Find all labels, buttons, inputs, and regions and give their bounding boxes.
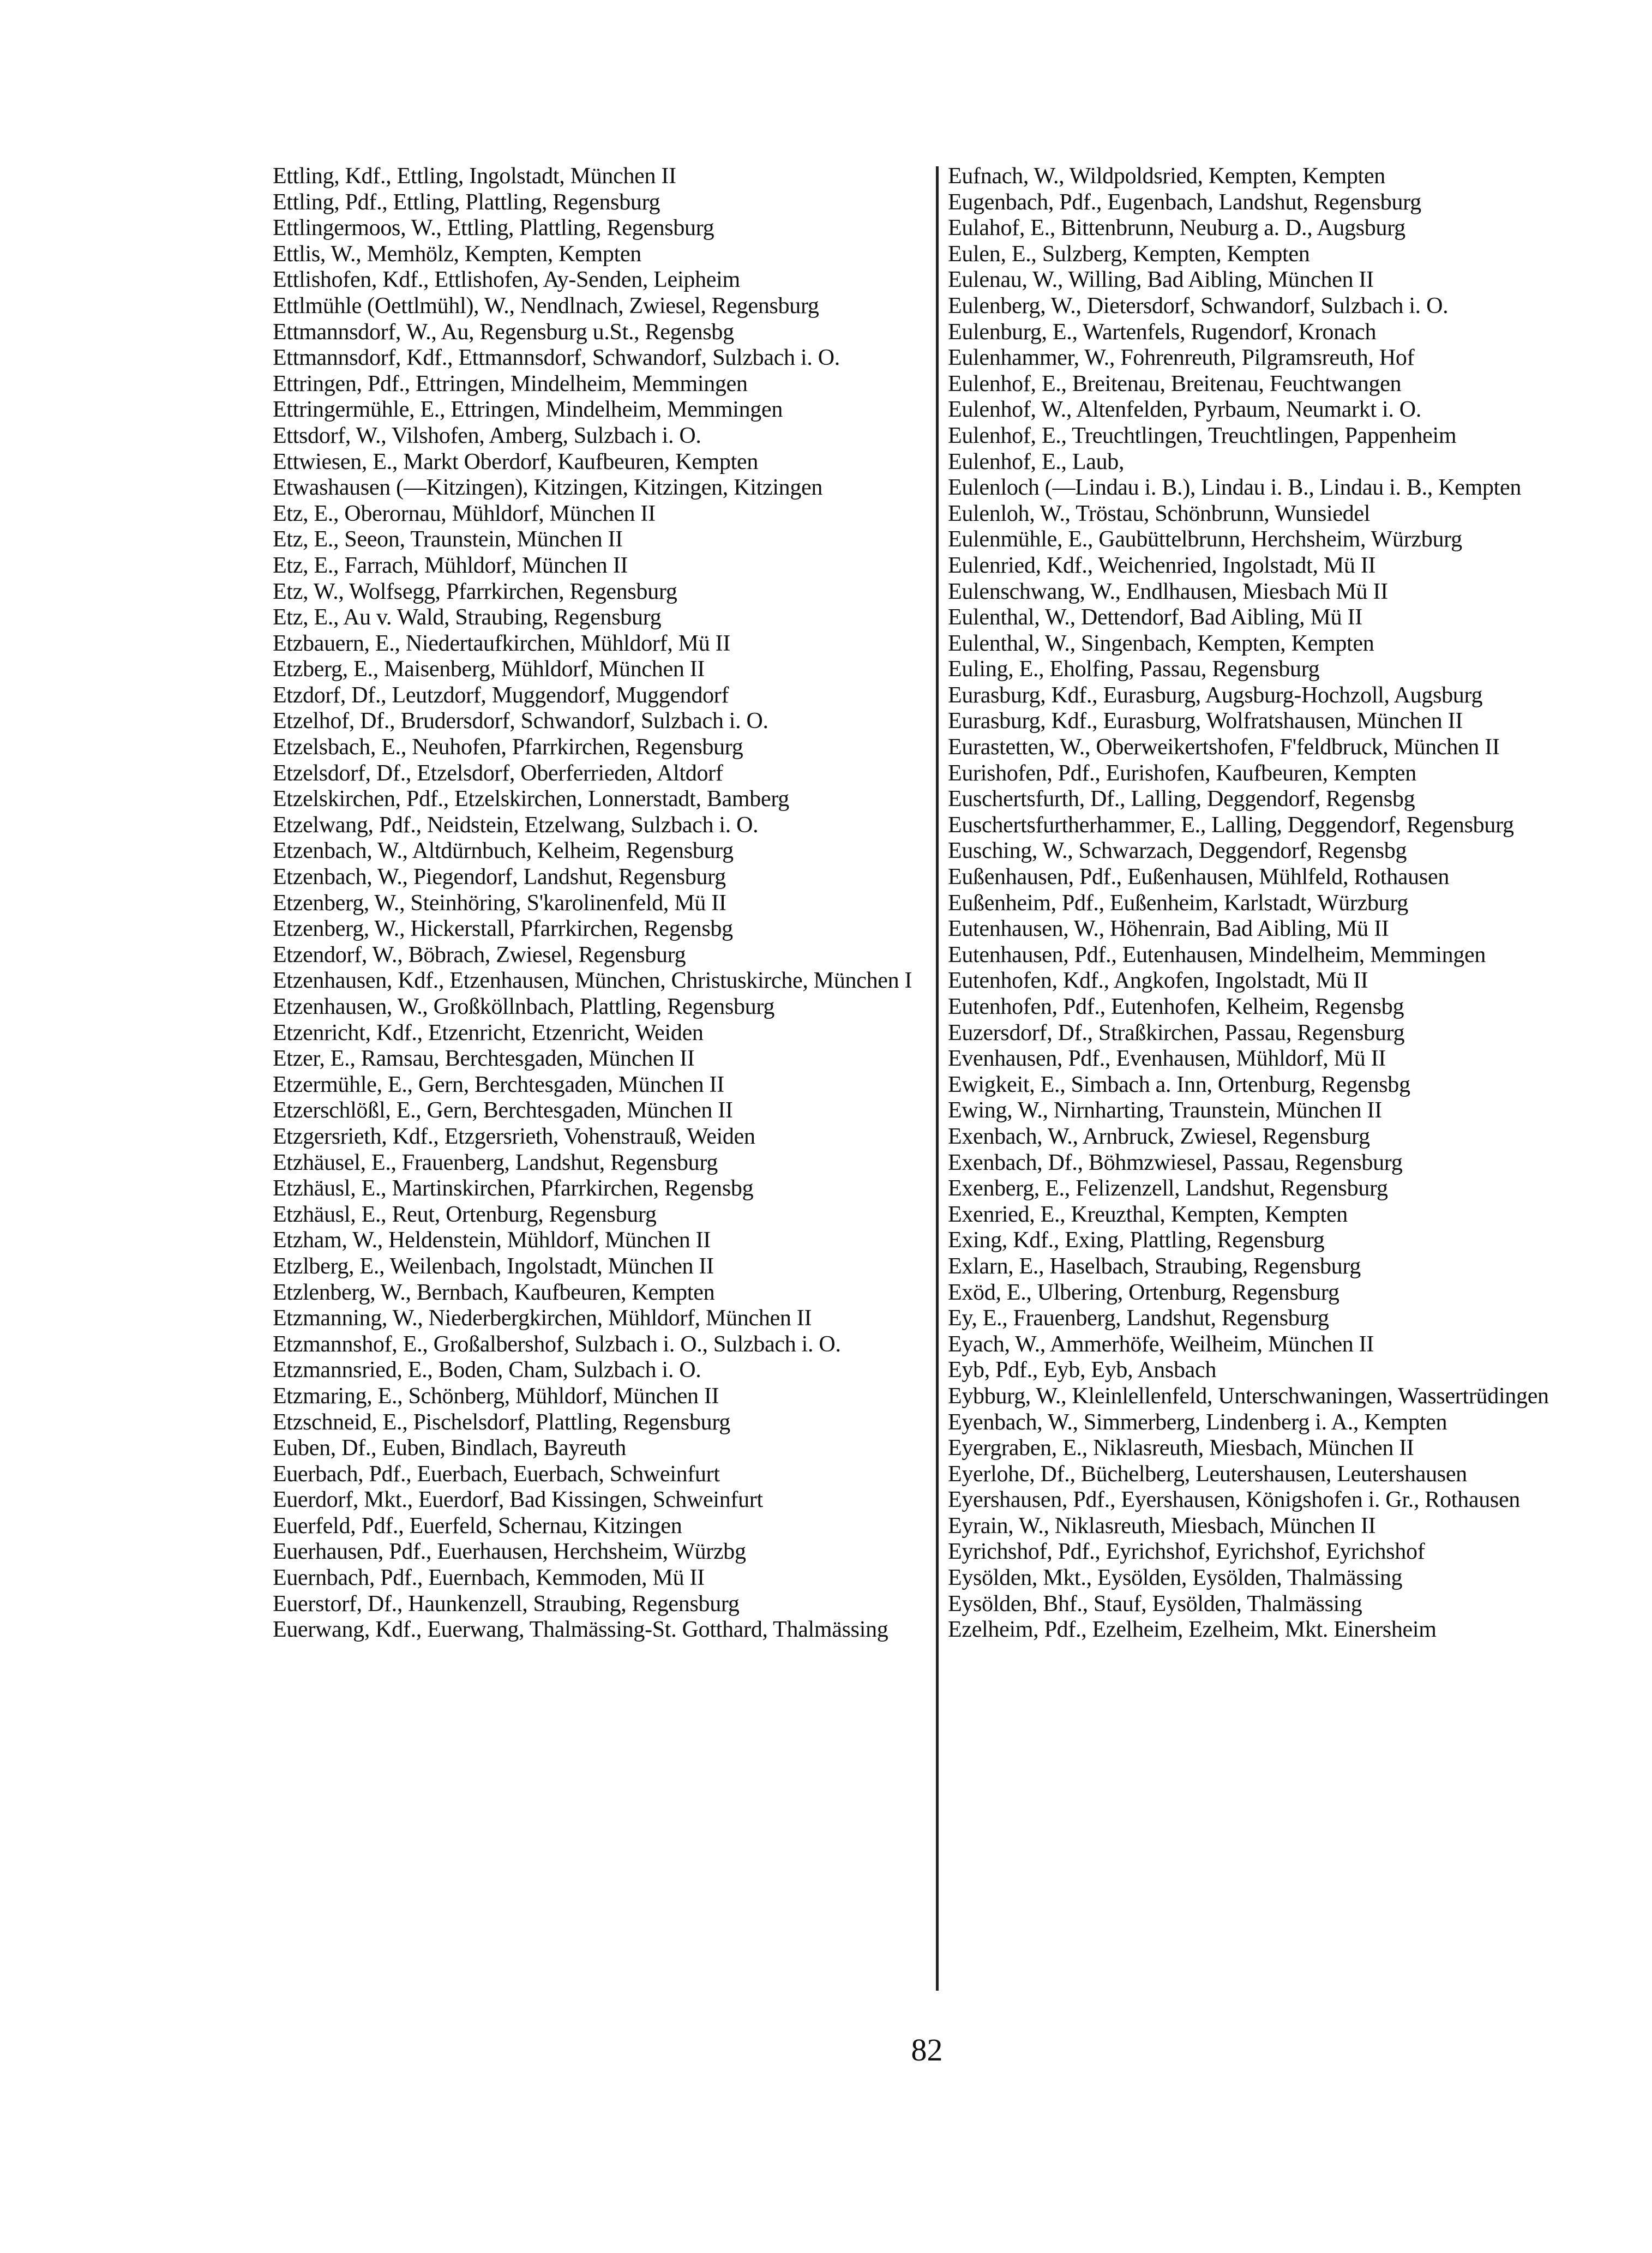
gazetteer-entry: Etzberg, E., Maisenberg, Mühldorf, München II <box>273 657 705 682</box>
gazetteer-entry: Eulen, E., Sulzberg, Kempten, Kempten <box>948 241 1310 267</box>
gazetteer-entry: Etzelwang, Pdf., Neidstein, Etzelwang, Sulzbach i. O. <box>273 812 759 838</box>
gazetteer-entry: Eyershausen, Pdf., Eyershausen, Königshofen i. Gr., Rothausen <box>948 1487 1521 1513</box>
gazetteer-entry: Etzenhausen, W., Großköllnbach, Plattling, Regensburg <box>273 994 775 1019</box>
gazetteer-entry: Eulenmühle, E., Gaubüttelbrunn, Herchsheim, Würzburg <box>948 527 1462 552</box>
gazetteer-entry: Eulenau, W., Willing, Bad Aibling, München II <box>948 267 1374 293</box>
gazetteer-entry: Etzdorf, Df., Leutzdorf, Muggendorf, Muggendorf <box>273 682 729 708</box>
gazetteer-entry: Etzerschlößl, E., Gern, Berchtesgaden, München II <box>273 1098 733 1124</box>
gazetteer-entry: Evenhausen, Pdf., Evenhausen, Mühldorf, Mü II <box>948 1046 1386 1072</box>
gazetteer-entry: Ettling, Pdf., Ettling, Plattling, Regensburg <box>273 189 660 215</box>
column-divider <box>936 166 939 1991</box>
gazetteer-entry: Euerbach, Pdf., Euerbach, Euerbach, Schweinfurt <box>273 1461 720 1487</box>
gazetteer-entry: Exenbach, Df., Böhmzwiesel, Passau, Regensburg <box>948 1150 1403 1175</box>
gazetteer-entry: Etz, E., Oberornau, Mühldorf, München II <box>273 501 656 526</box>
gazetteer-entry: Eußenheim, Pdf., Eußenheim, Karlstadt, Würzburg <box>948 890 1408 916</box>
gazetteer-entry: Ettlishofen, Kdf., Ettlishofen, Ay-Senden, Leipheim <box>273 267 740 293</box>
gazetteer-entry: Etzlberg, E., Weilenbach, Ingolstadt, München II <box>273 1253 714 1279</box>
gazetteer-entry: Eyach, W., Ammerhöfe, Weilheim, München II <box>948 1331 1374 1357</box>
gazetteer-entry: Eulenhof, E., Treuchtlingen, Treuchtlingen, Pappenheim <box>948 423 1457 448</box>
gazetteer-entry: Ezelheim, Pdf., Ezelheim, Ezelheim, Mkt. Einersheim <box>948 1617 1437 1643</box>
gazetteer-entry: Euben, Df., Euben, Bindlach, Bayreuth <box>273 1435 626 1461</box>
gazetteer-entry: Ettwiesen, E., Markt Oberdorf, Kaufbeuren, Kempten <box>273 449 759 474</box>
page-number: 82 <box>911 2032 943 2068</box>
gazetteer-entry: Ettmannsdorf, Kdf., Ettmannsdorf, Schwandorf, Sulzbach i. O. <box>273 345 840 371</box>
gazetteer-entry: Etzelsbach, E., Neuhofen, Pfarrkirchen, Regensburg <box>273 735 743 760</box>
gazetteer-entry: Etzer, E., Ramsau, Berchtesgaden, München II <box>273 1046 695 1072</box>
gazetteer-entry: Etzenberg, W., Hickerstall, Pfarrkirchen, Regensbg <box>273 916 733 942</box>
gazetteer-entry: Etzmannshof, E., Großalbershof, Sulzbach i. O., Sulzbach i. O. <box>273 1331 841 1357</box>
gazetteer-entry: Etzlenberg, W., Bernbach, Kaufbeuren, Kempten <box>273 1279 715 1305</box>
gazetteer-entry: Eußenhausen, Pdf., Eußenhausen, Mühlfeld, Rothausen <box>948 864 1450 890</box>
gazetteer-entry: Etzgersrieth, Kdf., Etzgersrieth, Vohenstrauß, Weiden <box>273 1124 755 1149</box>
gazetteer-entry: Euschertsfurth, Df., Lalling, Deggendorf, Regensbg <box>948 786 1415 812</box>
gazetteer-entry: Euzersdorf, Df., Straßkirchen, Passau, Regensburg <box>948 1020 1405 1046</box>
gazetteer-entry: Eurishofen, Pdf., Eurishofen, Kaufbeuren, Kempten <box>948 760 1416 786</box>
gazetteer-entry: Eulenschwang, W., Endlhausen, Miesbach Mü II <box>948 579 1388 604</box>
gazetteer-entry: Ewing, W., Nirnharting, Traunstein, München II <box>948 1098 1382 1124</box>
gazetteer-entry: Eutenhausen, Pdf., Eutenhausen, Mindelheim, Memmingen <box>948 942 1486 968</box>
gazetteer-entry: Ey, E., Frauenberg, Landshut, Regensburg <box>948 1306 1329 1331</box>
gazetteer-entry: Etzenbach, W., Altdürnbuch, Kelheim, Regensburg <box>273 838 734 864</box>
gazetteer-entry: Exenried, E., Kreuzthal, Kempten, Kempten <box>948 1201 1348 1227</box>
gazetteer-entry: Eulenhammer, W., Fohrenreuth, Pilgramsreuth, Hof <box>948 345 1415 371</box>
gazetteer-entry: Eyrichshof, Pdf., Eyrichshof, Eyrichshof, Eyrichshof <box>948 1539 1425 1565</box>
gazetteer-entry: Eulenhof, W., Altenfelden, Pyrbaum, Neumarkt i. O. <box>948 397 1422 423</box>
gazetteer-entry: Eugenbach, Pdf., Eugenbach, Landshut, Regensburg <box>948 189 1421 215</box>
gazetteer-entry: Ettsdorf, W., Vilshofen, Amberg, Sulzbach i. O. <box>273 423 701 448</box>
gazetteer-entry: Etzhäusel, E., Frauenberg, Landshut, Regensburg <box>273 1150 718 1175</box>
gazetteer-entry: Etzmaring, E., Schönberg, Mühldorf, München II <box>273 1383 719 1409</box>
gazetteer-entry: Eulenberg, W., Dietersdorf, Schwandorf, Sulzbach i. O. <box>948 293 1449 319</box>
gazetteer-entry: Etzhäusl, E., Martinskirchen, Pfarrkirchen, Regensbg <box>273 1176 754 1201</box>
gazetteer-entry: Exlarn, E., Haselbach, Straubing, Regensburg <box>948 1253 1361 1279</box>
gazetteer-entry: Eulenloh, W., Tröstau, Schönbrunn, Wunsiedel <box>948 501 1371 526</box>
gazetteer-entry: Exenberg, E., Felizenzell, Landshut, Regensburg <box>948 1176 1388 1201</box>
gazetteer-entry: Exing, Kdf., Exing, Plattling, Regensburg <box>948 1228 1325 1253</box>
gazetteer-entry: Eyenbach, W., Simmerberg, Lindenberg i. A., Kempten <box>948 1409 1447 1435</box>
gazetteer-entry: Ettling, Kdf., Ettling, Ingolstadt, München II <box>273 164 676 189</box>
gazetteer-entry: Etzham, W., Heldenstein, Mühldorf, München II <box>273 1228 711 1253</box>
gazetteer-entry: Etzenricht, Kdf., Etzenricht, Etzenricht, Weiden <box>273 1020 704 1046</box>
gazetteer-entry: Etzelsdorf, Df., Etzelsdorf, Oberferrieden, Altdorf <box>273 760 723 786</box>
gazetteer-entry: Eybburg, W., Kleinlellenfeld, Unterschwaningen, Wassertrüdingen <box>948 1383 1549 1409</box>
gazetteer-entry: Euernbach, Pdf., Euernbach, Kemmoden, Mü II <box>273 1565 705 1591</box>
gazetteer-entry: Eusching, W., Schwarzach, Deggendorf, Regensbg <box>948 838 1407 864</box>
gazetteer-entry: Etzenhausen, Kdf., Etzenhausen, München, Christuskirche, München I <box>273 968 912 994</box>
gazetteer-entry: Etzelhof, Df., Brudersdorf, Schwandorf, Sulzbach i. O. <box>273 708 768 734</box>
gazetteer-entry: Eulenburg, E., Wartenfels, Rugendorf, Kronach <box>948 319 1377 345</box>
gazetteer-entry: Etzschneid, E., Pischelsdorf, Plattling, Regensburg <box>273 1409 730 1435</box>
gazetteer-entry: Eulenthal, W., Dettendorf, Bad Aibling, Mü II <box>948 605 1362 630</box>
gazetteer-entry: Euerstorf, Df., Haunkenzell, Straubing, Regensburg <box>273 1591 740 1617</box>
gazetteer-entry: Eyerlohe, Df., Büchelberg, Leutershausen, Leutershausen <box>948 1461 1467 1487</box>
gazetteer-entry: Eutenhofen, Pdf., Eutenhofen, Kelheim, Regensbg <box>948 994 1404 1019</box>
gazetteer-entry: Eulenhof, E., Breitenau, Breitenau, Feuchtwangen <box>948 371 1402 396</box>
left-column <box>273 164 930 1643</box>
gazetteer-entry: Eurasburg, Kdf., Eurasburg, Augsburg-Hochzoll, Augsburg <box>948 682 1483 708</box>
gazetteer-entry: Euschertsfurtherhammer, E., Lalling, Deggendorf, Regensburg <box>948 812 1514 838</box>
gazetteer-entry: Eulahof, E., Bittenbrunn, Neuburg a. D., Augsburg <box>948 215 1405 241</box>
gazetteer-entry: Etz, W., Wolfsegg, Pfarrkirchen, Regensburg <box>273 579 677 604</box>
gazetteer-entry: Eysölden, Mkt., Eysölden, Eysölden, Thalmässing <box>948 1565 1403 1591</box>
gazetteer-entry: Ettlingermoos, W., Ettling, Plattling, Regensburg <box>273 215 714 241</box>
gazetteer-entry: Eulenhof, E., Laub, <box>948 449 1125 474</box>
gazetteer-entry: Ettringermühle, E., Ettringen, Mindelheim, Memmingen <box>273 397 783 423</box>
gazetteer-entry: Ettringen, Pdf., Ettringen, Mindelheim, Memmingen <box>273 371 748 396</box>
gazetteer-entry: Etz, E., Au v. Wald, Straubing, Regensburg <box>273 605 662 630</box>
gazetteer-entry: Eutenhausen, W., Höhenrain, Bad Aibling, Mü II <box>948 916 1389 942</box>
gazetteer-entry: Eulenloch (—Lindau i. B.), Lindau i. B., Lindau i. B., Kempten <box>948 475 1522 501</box>
right-column <box>948 164 1589 1643</box>
gazetteer-entry: Eyrain, W., Niklasreuth, Miesbach, München II <box>948 1513 1376 1539</box>
gazetteer-entry: Etzenbach, W., Piegendorf, Landshut, Regensburg <box>273 864 726 890</box>
gazetteer-entry: Ettlis, W., Memhölz, Kempten, Kempten <box>273 241 641 267</box>
gazetteer-entry: Euling, E., Eholfing, Passau, Regensburg <box>948 657 1320 682</box>
gazetteer-entry: Ewigkeit, E., Simbach a. Inn, Ortenburg, Regensbg <box>948 1072 1410 1097</box>
gazetteer-entry: Euerfeld, Pdf., Euerfeld, Schernau, Kitzingen <box>273 1513 682 1539</box>
gazetteer-entry: Eysölden, Bhf., Stauf, Eysölden, Thalmässing <box>948 1591 1362 1617</box>
gazetteer-entry: Etzhäusl, E., Reut, Ortenburg, Regensburg <box>273 1201 657 1227</box>
gazetteer-entry: Eutenhofen, Kdf., Angkofen, Ingolstadt, Mü II <box>948 968 1368 994</box>
gazetteer-entry: Etzendorf, W., Böbrach, Zwiesel, Regensburg <box>273 942 686 968</box>
gazetteer-entry: Eyergraben, E., Niklasreuth, Miesbach, München II <box>948 1435 1414 1461</box>
gazetteer-entry: Euerhausen, Pdf., Euerhausen, Herchsheim, Würzbg <box>273 1539 746 1565</box>
gazetteer-entry: Eyb, Pdf., Eyb, Eyb, Ansbach <box>948 1357 1217 1383</box>
gazetteer-entry: Eulenthal, W., Singenbach, Kempten, Kempten <box>948 630 1374 656</box>
gazetteer-entry: Eurastetten, W., Oberweikertshofen, F'feldbruck, München II <box>948 735 1500 760</box>
gazetteer-entry: Eufnach, W., Wildpoldsried, Kempten, Kempten <box>948 164 1386 189</box>
gazetteer-entry: Euerdorf, Mkt., Euerdorf, Bad Kissingen, Schweinfurt <box>273 1487 763 1513</box>
gazetteer-entry: Etzbauern, E., Niedertaufkirchen, Mühldorf, Mü II <box>273 630 730 656</box>
gazetteer-entry: Etwashausen (—Kitzingen), Kitzingen, Kitzingen, Kitzingen <box>273 475 823 501</box>
gazetteer-entry: Exenbach, W., Arnbruck, Zwiesel, Regensburg <box>948 1124 1370 1149</box>
gazetteer-entry: Ettlmühle (Oettlmühl), W., Nendlnach, Zwiesel, Regensburg <box>273 293 819 319</box>
gazetteer-entry: Etzmanning, W., Niederbergkirchen, Mühldorf, München II <box>273 1306 812 1331</box>
gazetteer-entry: Etzermühle, E., Gern, Berchtesgaden, München II <box>273 1072 724 1097</box>
gazetteer-entry: Ettmannsdorf, W., Au, Regensburg u.St., Regensbg <box>273 319 734 345</box>
gazetteer-entry: Eulenried, Kdf., Weichenried, Ingolstadt, Mü II <box>948 552 1376 578</box>
gazetteer-entry: Etzmannsried, E., Boden, Cham, Sulzbach i. O. <box>273 1357 701 1383</box>
gazetteer-entry: Exöd, E., Ulbering, Ortenburg, Regensburg <box>948 1279 1339 1305</box>
gazetteer-entry: Etzelskirchen, Pdf., Etzelskirchen, Lonnerstadt, Bamberg <box>273 786 789 812</box>
gazetteer-entry: Etz, E., Seeon, Traunstein, München II <box>273 527 623 552</box>
gazetteer-entry: Etzenberg, W., Steinhöring, S'karolinenfeld, Mü II <box>273 890 726 916</box>
gazetteer-entry: Euerwang, Kdf., Euerwang, Thalmässing-St. Gotthard, Thalmässing <box>273 1617 888 1643</box>
gazetteer-entry: Etz, E., Farrach, Mühldorf, München II <box>273 552 628 578</box>
gazetteer-entry: Eurasburg, Kdf., Eurasburg, Wolfratshausen, München II <box>948 708 1463 734</box>
